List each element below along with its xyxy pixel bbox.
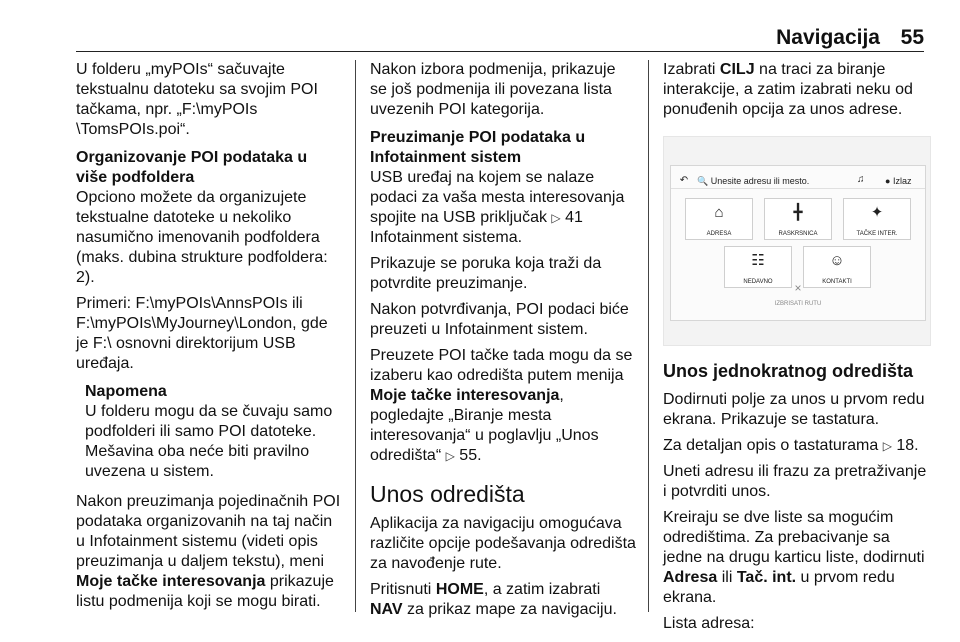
subheading: Preuzimanje POI podataka u Infotainment sistem bbox=[370, 129, 586, 166]
column-1 bbox=[76, 60, 342, 618]
close-icon: × bbox=[794, 281, 802, 295]
paragraph bbox=[370, 168, 636, 248]
paragraph: U folderu „myPOIs“ sačuvajte tekstualnu datoteku sa svojim POI tačkama, npr. „F:\myPOIs \TomsPOIs.poi“. bbox=[76, 61, 318, 138]
tile-intersection bbox=[764, 198, 832, 240]
column-divider bbox=[355, 60, 356, 612]
text: Pritisnuti bbox=[370, 581, 432, 598]
text: Preuzete POI tačke tada mogu da se izaberu kao odredišta putem menija bbox=[370, 347, 633, 384]
text: , a zatim izabrati bbox=[483, 581, 601, 598]
text: USB uređaj na kojem se nalaze podaci za vaša mesta interesovanja spojite na USB priključak bbox=[370, 169, 625, 226]
note-title: Napomena bbox=[85, 383, 167, 400]
note-box bbox=[76, 382, 342, 482]
paragraph: Opciono možete da organizujete tekstualne datoteke u nekoliko nasumično imenovanih podfoldera (maks. dubina strukture podfoldera: 2). bbox=[76, 189, 328, 286]
page-ref: 18. bbox=[896, 437, 919, 454]
section-heading: Unos jednokratnog odredišta bbox=[663, 361, 914, 381]
header-rule bbox=[76, 51, 924, 52]
column-3 bbox=[663, 60, 929, 640]
menu-name: Moje tačke interesovanja bbox=[370, 387, 560, 404]
text: , pogledajte „Biranje mesta interesovanja“ u poglavlju „Unos odredišta“ bbox=[370, 387, 599, 464]
exit-label: Izlaz bbox=[892, 176, 912, 186]
note-text: U folderu mogu da se čuvaju samo podfolderi ili samo POI datoteke. Mešavina oba neće biti pravilno uvezena u sistem. bbox=[85, 403, 333, 480]
paragraph: Uneti adresu ili frazu za pretraživanje i potvrditi unos. bbox=[663, 463, 927, 500]
page-ref-icon: ▷ bbox=[882, 439, 892, 453]
text: Izabrati bbox=[663, 61, 716, 78]
exit-button: ● Izlaz bbox=[885, 176, 912, 186]
search-field: 🔍 Unesite adresu ili mesto. bbox=[697, 176, 810, 186]
page-number: 55 bbox=[900, 26, 924, 49]
recent-icon: ☷ bbox=[751, 252, 765, 269]
subheading: Organizovanje POI podataka u više podfoldera bbox=[76, 149, 308, 186]
clear-route-label: IZBRISATI RUTU bbox=[774, 301, 822, 307]
page-ref-icon: ▷ bbox=[551, 211, 561, 225]
column-divider bbox=[648, 60, 649, 612]
text: za prikaz mape za navigaciju. bbox=[407, 601, 617, 618]
paragraph: Primeri: F:\myPOIs\AnnsPOIs ili F:\myPOIs\MyJourney\London, gde je F:\ osnovni direktorijum USB uređaja. bbox=[76, 295, 328, 372]
tile-label: NEDAVNO bbox=[743, 279, 773, 285]
back-icon: ↶ bbox=[679, 175, 689, 186]
tab-name: Tač. int. bbox=[736, 569, 797, 586]
page-header bbox=[0, 0, 960, 56]
chapter-title: Navigacija bbox=[776, 26, 880, 49]
clear-route bbox=[671, 282, 925, 314]
page-ref: 41 bbox=[565, 209, 583, 226]
text: u prvom redu ekrana. bbox=[663, 569, 895, 606]
text: Nakon preuzimanja pojedinačnih POI podataka organizovanih na taj način u Infotainment sistemu (videti opis preuzimanja u daljem tekstu), meni bbox=[76, 493, 341, 570]
button-name: NAV bbox=[370, 601, 403, 618]
text: prikazuje listu podmenija koji se mogu birati. bbox=[76, 573, 334, 610]
screenshot-screen bbox=[670, 165, 926, 321]
button-name: HOME bbox=[435, 581, 484, 598]
paragraph: Aplikacija za navigaciju omogućava različite opcije podešavanja odredišta za navođenje rute. bbox=[370, 515, 636, 572]
tile-address bbox=[685, 198, 753, 240]
tile-label: RASKRSNICA bbox=[778, 231, 818, 237]
paragraph bbox=[370, 346, 636, 466]
tile-label: TAČKE INTER. bbox=[856, 231, 898, 237]
tile-poi bbox=[843, 198, 911, 240]
paragraph bbox=[663, 436, 929, 456]
page-ref-icon: ▷ bbox=[445, 449, 455, 463]
screenshot-top-bar bbox=[671, 166, 925, 189]
paragraph bbox=[663, 60, 929, 120]
paragraph bbox=[370, 580, 636, 620]
column-2 bbox=[370, 60, 636, 626]
text: ili bbox=[721, 569, 733, 586]
intersection-icon: ╋ bbox=[793, 204, 803, 221]
paragraph: Nakon potvrđivanja, POI podaci biće preuzeti u Infotainment sistem. bbox=[370, 301, 629, 338]
paragraph: Dodirnuti polje za unos u prvom redu ekrana. Prikazuje se tastatura. bbox=[663, 391, 925, 428]
page-ref: 55. bbox=[459, 447, 482, 464]
paragraph: Nakon izbora podmenija, prikazuje se još podmenija ili povezana lista uvezenih POI kategorija. bbox=[370, 61, 616, 118]
text: Infotainment sistema. bbox=[370, 229, 523, 246]
voice-icon: ♫ bbox=[857, 174, 865, 185]
section-heading: Unos odredišta bbox=[370, 481, 525, 507]
paragraph bbox=[76, 492, 342, 612]
search-placeholder: Unesite adresu ili mesto. bbox=[710, 176, 810, 186]
button-name: CILJ bbox=[719, 61, 755, 78]
infotainment-screenshot bbox=[663, 136, 931, 346]
menu-name: Moje tačke interesovanja bbox=[76, 573, 266, 590]
home-icon: ⌂ bbox=[714, 204, 724, 221]
tab-name: Adresa bbox=[663, 569, 718, 586]
paragraph: Prikazuje se poruka koja traži da potvrdite preuzimanje. bbox=[370, 255, 602, 292]
pin-icon: ✦ bbox=[870, 204, 884, 221]
text: na traci za biranje interakcije, a zatim izabrati neku od ponuđenih opcija za unos adrese. bbox=[663, 61, 913, 118]
paragraph: Lista adresa: bbox=[663, 615, 755, 632]
text: Kreiraju se dve liste sa mogućim odredištima. Za prebacivanje sa jedne na drugu karticu liste, dodirnuti bbox=[663, 509, 925, 566]
contact-icon: ☺ bbox=[829, 252, 845, 269]
paragraph bbox=[663, 508, 929, 608]
tile-label: KONTAKTI bbox=[822, 279, 852, 285]
tile-label: ADRESA bbox=[706, 231, 732, 237]
text: Za detaljan opis o tastaturama bbox=[663, 437, 879, 454]
